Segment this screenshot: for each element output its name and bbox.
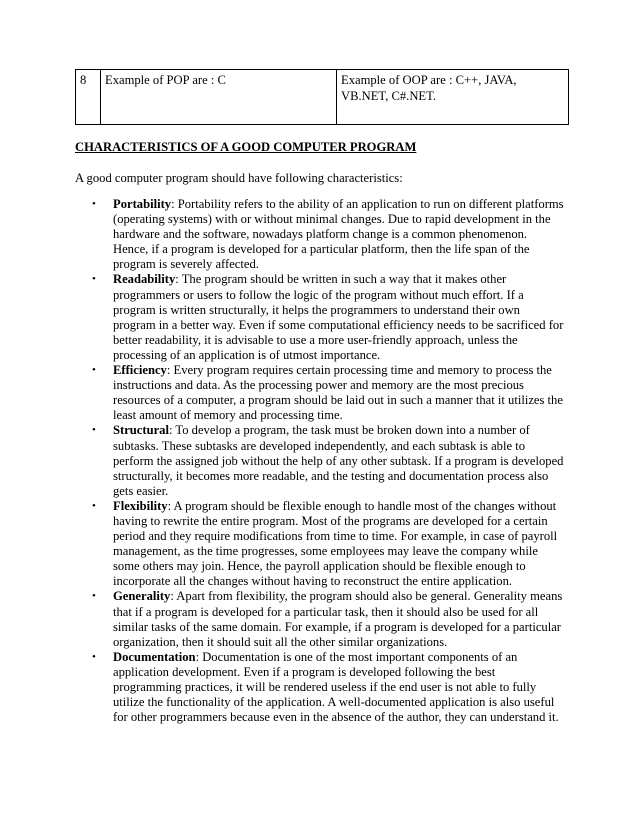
bullet-icon: • — [92, 424, 96, 437]
item-term: Portability — [113, 197, 172, 211]
item-text: : Every program requires certain processing time and memory to process the instructions and data. As the processing power and memory are the most precious resources of a computer, a program should be laid out in such a manner that it utilizes the least amount of memory and processing time. — [113, 363, 563, 423]
characteristics-list — [75, 197, 565, 725]
item-term: Readability — [113, 272, 176, 287]
intro-paragraph: A good computer program should have following characteristics: — [75, 171, 403, 185]
item-text: : Documentation is one of the most important components of an application development. Even if a program is developed following the best programming practices, it will be rendered useless if the end user is not able to fully utilize the functionality of the application. A well-documented application is also useful for other programmers because even in the absence of the author, they can understand it. — [113, 649, 559, 725]
item-term: Generality — [113, 589, 171, 604]
table-row — [76, 70, 569, 125]
list-item-generality — [75, 589, 565, 649]
list-item-efficiency — [75, 363, 565, 423]
list-item-structural — [75, 423, 565, 498]
row-number-cell: 8 — [76, 70, 101, 125]
list-item-portability — [75, 197, 565, 272]
item-term: Flexibility — [113, 498, 168, 513]
list-item-flexibility — [75, 499, 565, 590]
section-heading: CHARACTERISTICS OF A GOOD COMPUTER PROGRAM — [75, 140, 417, 154]
item-term: Structural — [113, 423, 169, 438]
bullet-icon: • — [92, 273, 96, 286]
item-text: : To develop a program, the task must be broken down into a number of subtasks. These subtasks are developed independently, and each subtask is able to perform the assigned job without the help of any other subtask. If a program is developed structurally, it becomes more readable, and the testing and documentation process also gets easier. — [113, 423, 564, 498]
comparison-table-wrapper — [75, 69, 568, 125]
bullet-icon: • — [92, 590, 96, 603]
oop-example-cell: Example of OOP are : C++, JAVA, VB.NET, C#.NET. — [337, 70, 569, 125]
item-text: : A program should be flexible enough to handle most of the changes without having to rewrite the entire program. Most of the programs are developed for a certain period and they require modifications from time to time. For example, in case of payroll management, as the time progresses, some employees may leave the company while some others may join. Hence, the payroll application should be flexible enough to incorporate all the changes without having to reconstruct the entire application. — [113, 498, 558, 589]
list-item-documentation — [75, 650, 565, 725]
comparison-table — [75, 69, 569, 125]
bullet-icon: • — [92, 364, 96, 377]
bullet-icon: • — [92, 198, 96, 210]
bullet-icon: • — [92, 499, 96, 512]
item-text: : Apart from flexibility, the program should also be general. Generality means that if a program is developed for a particular task, then it should also be used for all similar tasks of the same domain. For example, if a program is developed for a particular organization, then it should suit all the other similar organizations. — [113, 589, 563, 649]
list-item-readability — [75, 272, 565, 363]
pop-example-cell: Example of POP are : C — [101, 70, 337, 125]
bullet-icon: • — [92, 650, 96, 663]
item-text: : The program should be written in such a way that it makes other programmers or users to follow the logic of the program without much effort. If a program is written structurally, it helps the programmers to understand their own program in a better way. Even if some computational efficiency needs to be sacrificed for better readability, it is advisable to use a more user-friendly approach, unless the processing of an application is of utmost importance. — [113, 272, 564, 362]
item-text: : Portability refers to the ability of an application to run on different platforms (operating systems) with or without minimal changes. Due to rapid development in the hardware and the software, nowadays platform change is a common phenomenon. Hence, if a program is developed for a particular platform, then the life span of the program is severely affected. — [113, 197, 564, 272]
item-term: Documentation — [113, 649, 196, 664]
item-term: Efficiency — [113, 363, 167, 378]
